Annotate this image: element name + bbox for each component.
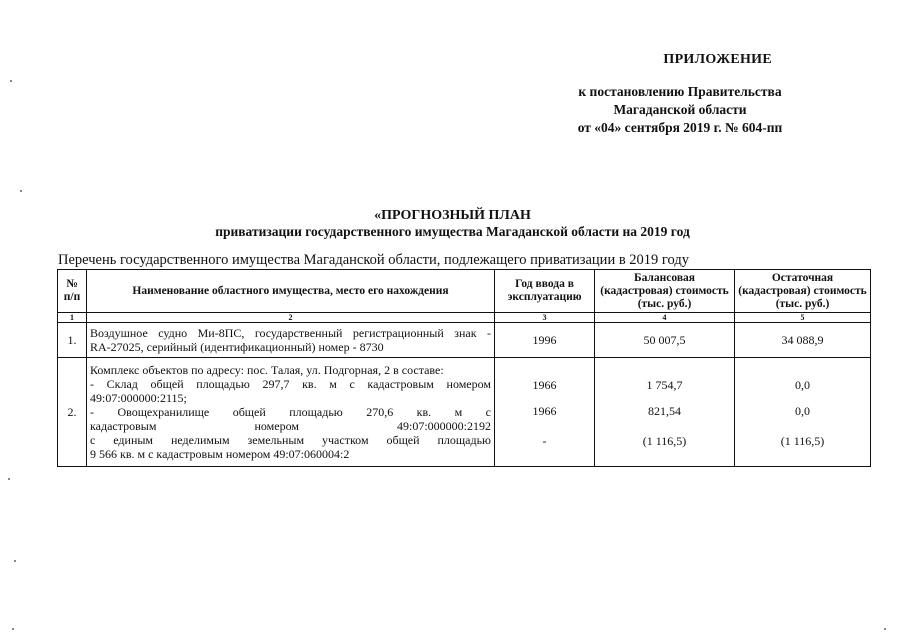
desc-line: Воздушное судно Ми-8ПС, государственный регистрационный знак -	[90, 326, 491, 340]
decree-line-3: от «04» сентября 2019 г. № 604-пп	[577, 120, 783, 135]
residual-value: 0,0	[795, 404, 810, 418]
plan-title: «ПРОГНОЗНЫЙ ПЛАН	[374, 208, 531, 223]
header-name: Наименование областного имущества, место его нахождения	[87, 270, 495, 313]
row-description	[87, 323, 495, 358]
row-balances	[595, 358, 735, 467]
column-number-row	[58, 313, 871, 323]
year-value: 1966	[532, 404, 557, 418]
row-residual: 34 088,9	[735, 323, 871, 358]
row-balance: 50 007,5	[595, 323, 735, 358]
col-number: 5	[735, 313, 871, 323]
balance-value: 1 754,7	[646, 378, 683, 392]
col-number: 4	[595, 313, 735, 323]
table-row	[58, 358, 871, 467]
col-number: 3	[495, 313, 595, 323]
col-number: 2	[87, 313, 495, 323]
balance-value: (1 116,5)	[642, 434, 687, 448]
col-number: 1	[58, 313, 87, 323]
desc-line: - Овощехранилище общей площадью 270,6 кв. м с	[90, 405, 491, 419]
residual-value: (1 116,5)	[780, 434, 825, 448]
desc-line: 9 566 кв. м с кадастровым номером 49:07:060004:2	[90, 447, 350, 461]
year-value: 1966	[532, 378, 557, 392]
privatization-table	[57, 269, 871, 467]
desc-line: 49:07:000000:2115;	[90, 391, 187, 405]
row-year: 1996	[495, 323, 595, 358]
year-value: -	[542, 434, 547, 448]
appendix-title: ПРИЛОЖЕНИЕ	[663, 52, 772, 67]
plan-subtitle: приватизации государственного имущества Магаданской области на 2019 год	[215, 224, 690, 239]
decree-line-2: Магаданской области	[613, 102, 747, 117]
list-caption: Перечень государственного имущества Магаданской области, подлежащего приватизации в 2019 году	[58, 252, 689, 268]
desc-line: Комплекс объектов по адресу: пос. Талая, ул. Подгорная, 2 в составе:	[90, 363, 444, 377]
table-header-row	[58, 270, 871, 313]
balance-value: 821,54	[648, 404, 681, 418]
header-balance: Балансовая (кадастровая) стоимость (тыс. руб.)	[595, 270, 735, 313]
desc-line: RA-27025, серийный (идентификационный) номер - 8730	[90, 340, 384, 354]
table-row	[58, 323, 871, 358]
row-residuals	[735, 358, 871, 467]
desc-line: с единым неделимым земельным участком общей площадью	[90, 433, 491, 447]
decree-line-1: к постановлению Правительства	[578, 84, 782, 99]
desc-line: кадастровым номером 49:07:000000:2192	[90, 419, 491, 433]
row-years	[495, 358, 595, 467]
row-number: 2.	[58, 358, 87, 467]
residual-value: 0,0	[795, 378, 810, 392]
row-description	[87, 358, 495, 467]
header-year: Год ввода в эксплуатацию	[495, 270, 595, 313]
header-num: № п/п	[58, 270, 87, 313]
row-number: 1.	[58, 323, 87, 358]
desc-line: - Склад общей площадью 297,7 кв. м с кадастровым номером	[90, 377, 491, 391]
header-residual: Остаточная (кадастровая) стоимость (тыс. руб.)	[735, 270, 871, 313]
